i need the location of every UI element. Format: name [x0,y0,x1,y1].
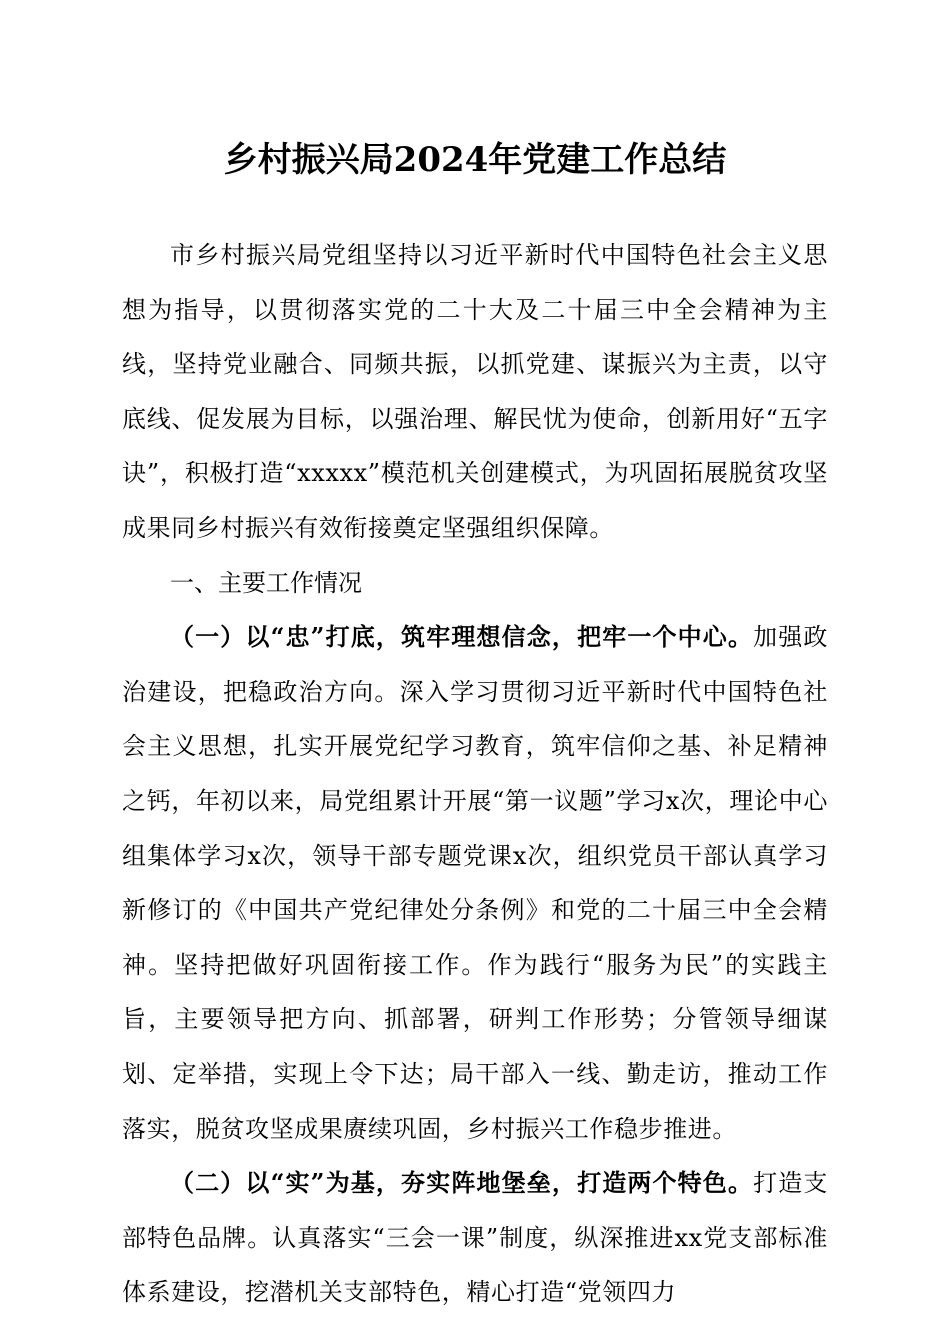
item-1-body: 加强政治建设，把稳政治方向。深入学习贯彻习近平新时代中国特色社会主义思想，扎实开展党纪学习教育，筑牢信仰之基、补足精神之钙，年初以来，局党组累计开展“第一议题”学习x次，理论中心组集体学习x次，领导干部专题党课x次，组织党员干部认真学习新修订的《中国共产党纪律处分条例》和党的二十届三中全会精神。坚持把做好巩固衔接工作。作为践行“服务为民”的实践主旨，主要领导把方向、抓部署，研判工作形势；分管领导细谋划、定举措，实现上令下达；局干部入一线、勤走访，推动工作落实，脱贫攻坚成果赓续巩固，乡村振兴工作稳步推进。 [122,623,828,1143]
item-paragraph-2 [122,1156,828,1320]
document-title: 乡村振兴局2024年党建工作总结 [223,140,727,180]
section-heading-main-work: 一、主要工作情况 [170,568,362,597]
item-2-lead: （二）以“实”为基，夯实阵地堡垒，打造两个特色。 [170,1168,754,1198]
item-paragraph-1 [122,610,828,1156]
item-1-lead: （一）以“忠”打底，筑牢理想信念，把牢一个中心。 [170,622,754,652]
item-2-body: 打造支部特色品牌。认真落实“三会一课”制度，纵深推进xx党支部标准体系建设，挖潜机关支部特色，精心打造“党领四力 [122,1169,828,1307]
document-body [122,228,828,1320]
intro-paragraph: 市乡村振兴局党组坚持以习近平新时代中国特色社会主义思想为指导，以贯彻落实党的二十大及二十届三中全会精神为主线，坚持党业融合、同频共振，以抓党建、谋振兴为主责，以守底线、促发展为目标，以强治理、解民忧为使命，创新用好“五字诀”，积极打造“xxxxx”模范机关创建模式，为巩固拓展脱贫攻坚成果同乡村振兴有效衔接奠定坚强组织保障。 [122,241,828,542]
